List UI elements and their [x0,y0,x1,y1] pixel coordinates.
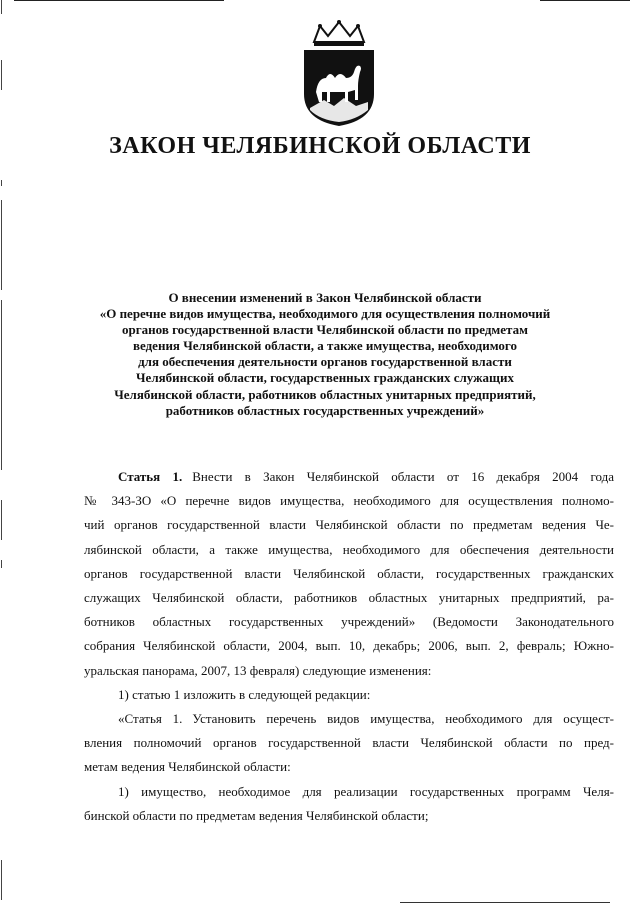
quoted-article-line: Установить перечень видов имущества, необходимого для осущест- [192,711,614,727]
subtitle-line: органов государственной власти Челябинской области по предметам [122,322,528,338]
item1-line: 1) статью 1 изложить в следующей редакции: [118,686,371,702]
chelyabinsk-coat-of-arms-icon [300,20,378,128]
article1-line: Внести в Закон Челябинской области от 16 декабря 2004 года [192,469,614,484]
subtitle-line: «О перечне видов имущества, необходимого для осуществления полномочий [99,306,551,322]
subtitle-line: Челябинской области, государственных гражданских служащих [136,370,514,386]
article1-heading: Статья 1. [118,469,183,484]
subtitle-line: для обеспечения деятельности органов государственной власти [138,354,512,370]
sub-item1-line: 1) имущество, необходимое для реализации государственных программ Челя- [118,783,614,799]
article1-line: уральская панорама, 2007, 13 февраля) следующие изменения: [84,662,432,678]
quoted-article-line: метам ведения Челябинской области: [84,759,291,775]
subtitle-line: работников областных государственных учреждений» [165,402,485,418]
article1-line: органов государственной власти Челябинской области, государственных гражданских [84,565,614,581]
law-title: ЗАКОН ЧЕЛЯБИНСКОЙ ОБЛАСТИ [109,133,531,159]
law-subtitle [80,290,570,419]
article1-line: лябинской области, а также имущества, необходимого для обеспечения деятельности [84,541,614,557]
scan-edge-bottom [400,902,610,903]
subtitle-line: Челябинской области, работников областных унитарных предприятий, [114,386,536,402]
quoted-article-first-line [84,707,614,731]
article1-line: ботников областных государственных учреждений» (Ведомости Законодательного [84,614,614,630]
quoted-article-heading: «Статья 1. [118,711,183,727]
scan-edge-top [0,0,640,2]
sub-item1-line: бинской области по предметам ведения Челябинской области; [84,807,429,823]
law-body [84,465,614,828]
article1-line: чий органов государственной власти Челябинской области по предметам ведения Че- [84,517,614,533]
article1-line: № 343-ЗО «О перечне видов имущества, необходимого для осуществления полномо- [84,493,614,509]
subtitle-line: ведения Челябинской области, а также имущества, необходимого [132,338,517,354]
quoted-article-line: вления полномочий органов государственной власти Челябинской области по пред- [84,735,614,751]
subtitle-line: О внесении изменений в Закон Челябинской области [168,290,482,305]
article1-line: служащих Челябинской области, работников областных унитарных предприятий, ра- [84,590,614,606]
article1-line: собрания Челябинской области, 2004, вып. 10, декабрь; 2006, вып. 2, февраль; Южно- [84,638,614,654]
article1-first-line [84,465,614,489]
